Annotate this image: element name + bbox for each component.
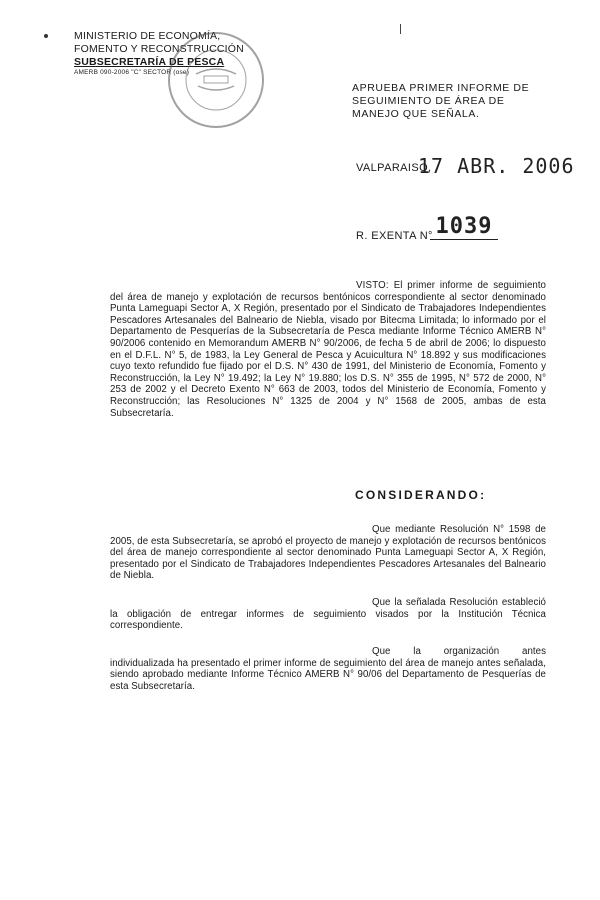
resolution-subject: APRUEBA PRIMER INFORME DE SEGUIMIENTO DE ÁREA DE MANEJO QUE SEÑALA. bbox=[352, 82, 530, 120]
visto-text: El primer informe de seguimiento del área de manejo y explotación de recursos bentónicos correspondiente al sector denominado Punta Lameguapi Sector A, X Región, presentado por el Sindicato de Trabajadores Independientes Pescadores Artesanales del Balneario de Niebla, visado por Bitecma Limitada; lo informado por el Departamento de Pesquerías de la Subsecretaría de Pesca mediante Informe Técnico AMERB N° 90/2006 contenido en Memorandum AMERB N° 90/2006, de fecha 5 de abril de 2006; lo dispuesto en el D.F.L. N° 5, de 1983, la Ley General de Pesca y Acuicultura N° 18.892 y sus modificaciones cuyo texto refundido fue fijado por el D.S. N° 430 de 1991, del Ministerio de Economía, Fomento y Reconstrucción, la Ley N° 19.492; la Ley N° 19.880; los D.S. N° 355 de 1995, N° 572 de 2000, N° 253 de 2002 y el Decreto Exento N° 663 de 2003, todos del Ministerio de Economía, Fomento y Reconstrucción; las Resoluciones N° 1325 de 2004 y N° 1568 de 2005, ambas de esta Subsecretaría. bbox=[110, 280, 546, 419]
considerando-paragraph-2: Que la señalada Resolución estableció la obligación de entregar informes de seguimiento visados por la Institución Técnica correspondiente. bbox=[110, 597, 546, 632]
considerando-heading: CONSIDERANDO: bbox=[355, 488, 487, 502]
visto-lead: VISTO: bbox=[356, 280, 389, 291]
letterhead-subsecretaria: SUBSECRETARÍA DE PESCA bbox=[74, 56, 225, 68]
visto-paragraph bbox=[110, 280, 546, 419]
letterhead-ministry: MINISTERIO DE ECONOMÍA, bbox=[74, 30, 221, 42]
exenta-number: 1039 bbox=[430, 214, 498, 240]
exenta-label: R. EXENTA N° bbox=[356, 230, 433, 242]
letterhead-reference: AMERB 090-2006 "C" SECTOR (ose) bbox=[74, 69, 190, 76]
considerando-paragraph-3: Que la organización antes individualizada ha presentado el primer informe de seguimiento del área de manejo antes señalada, siendo aprobado mediante Informe Técnico AMERB N° 90/06 del Departamento de Pesquerías de esta Subsecretaría. bbox=[110, 646, 546, 692]
letterhead-ministry-cont: FOMENTO Y RECONSTRUCCIÓN bbox=[74, 43, 244, 55]
considerando-paragraph-1: Que mediante Resolución N° 1598 de 2005, de esta Subsecretaría, se aprobó el proyecto de manejo y explotación de recursos bentónicos del área de manejo correspondiente al sector denominado Punta Lameguapi Sector A, X Región, presentado por el Sindicato de Trabajadores Independientes Pescadores Artesanales del Balneario de Niebla. bbox=[110, 524, 546, 582]
date-stamp: 17 ABR. 2006 bbox=[418, 154, 575, 178]
scan-mark bbox=[400, 24, 401, 34]
scan-mark bbox=[44, 34, 48, 38]
place-label: VALPARAISO, bbox=[356, 162, 432, 174]
official-seal-stamp bbox=[168, 32, 264, 128]
